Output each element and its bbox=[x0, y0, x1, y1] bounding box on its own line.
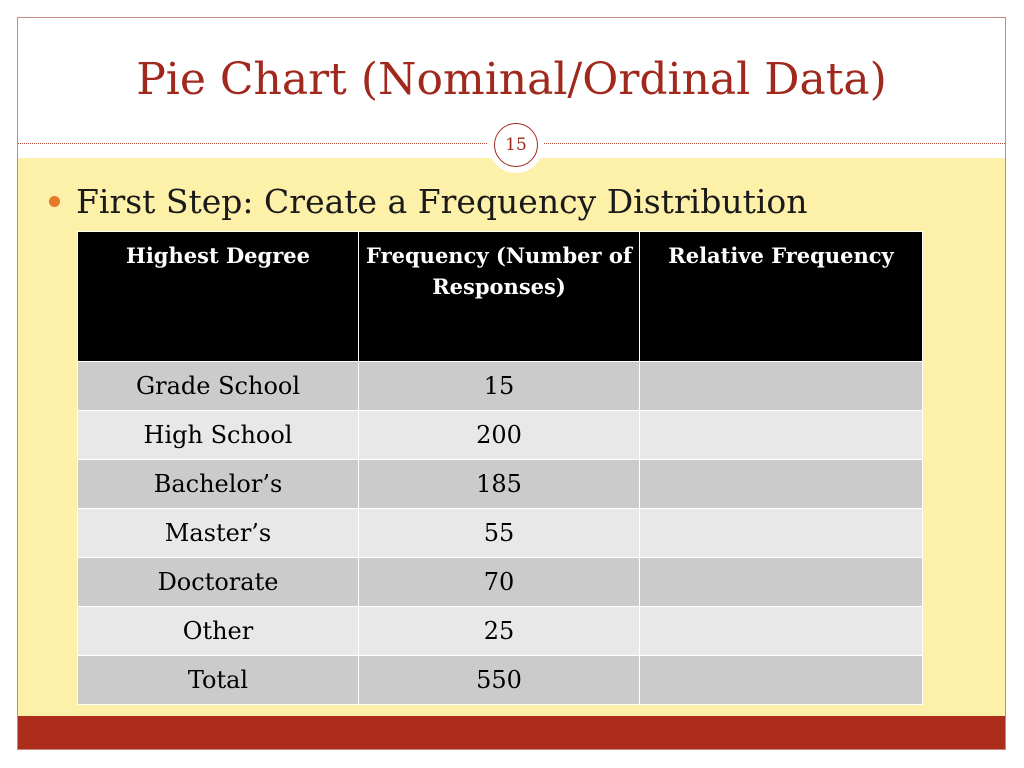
frequency-cell: 15 bbox=[359, 362, 640, 411]
frequency-cell: 55 bbox=[359, 509, 640, 558]
frequency-cell: 185 bbox=[359, 460, 640, 509]
relative-frequency-cell bbox=[640, 558, 923, 607]
frequency-cell: 70 bbox=[359, 558, 640, 607]
slide-title: Pie Chart (Nominal/Ordinal Data) bbox=[136, 54, 887, 105]
frequency-table bbox=[77, 231, 923, 705]
footer-bar bbox=[18, 716, 1005, 750]
bullet-item bbox=[49, 182, 808, 221]
table-row bbox=[78, 509, 923, 558]
degree-cell: Total bbox=[78, 656, 359, 705]
header-relative-frequency: Relative Frequency bbox=[640, 232, 923, 362]
degree-cell: Doctorate bbox=[78, 558, 359, 607]
bullet-text: First Step: Create a Frequency Distribution bbox=[76, 182, 808, 221]
degree-cell: Master’s bbox=[78, 509, 359, 558]
header-highest-degree: Highest Degree bbox=[78, 232, 359, 362]
table-row bbox=[78, 558, 923, 607]
table-row bbox=[78, 362, 923, 411]
frequency-cell: 200 bbox=[359, 411, 640, 460]
relative-frequency-cell bbox=[640, 362, 923, 411]
relative-frequency-cell bbox=[640, 411, 923, 460]
table-row bbox=[78, 607, 923, 656]
bullet-dot-icon bbox=[49, 196, 60, 207]
frequency-cell: 550 bbox=[359, 656, 640, 705]
relative-frequency-cell bbox=[640, 460, 923, 509]
degree-cell: Grade School bbox=[78, 362, 359, 411]
frequency-cell: 25 bbox=[359, 607, 640, 656]
page-number: 15 bbox=[494, 123, 538, 167]
slide bbox=[17, 17, 1006, 750]
table-row bbox=[78, 460, 923, 509]
relative-frequency-cell bbox=[640, 656, 923, 705]
table-row bbox=[78, 411, 923, 460]
degree-cell: Bachelor’s bbox=[78, 460, 359, 509]
relative-frequency-cell bbox=[640, 509, 923, 558]
header-frequency: Frequency (Number of Responses) bbox=[359, 232, 640, 362]
table-header-row bbox=[78, 232, 923, 362]
table-row-total bbox=[78, 656, 923, 705]
page-number-badge bbox=[488, 117, 544, 173]
relative-frequency-cell bbox=[640, 607, 923, 656]
degree-cell: Other bbox=[78, 607, 359, 656]
degree-cell: High School bbox=[78, 411, 359, 460]
